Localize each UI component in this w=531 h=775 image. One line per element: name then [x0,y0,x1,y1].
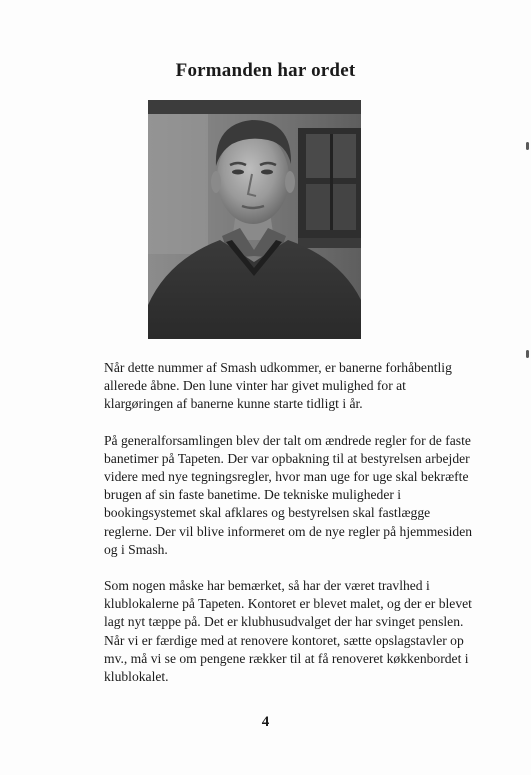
paragraph: På generalforsamlingen blev der talt om ændrede regler for de faste banetimer på Tapeten. Der var opbakning til at bestyrelsen arbejder videre med nye tegningsregler, hvor man uge for uge skal bekræfte brugen af sin faste banetime. De tekniske muligheder i bookingsystemet skal afklares og bestyrelsen skal fastlægge reglerne. Der vil blive informeret om de nye regler på hjemmesiden og i Smash. [104,432,473,557]
scan-mark [526,142,529,150]
article-body [104,359,474,704]
portrait-photo [148,100,361,339]
page-number: 4 [261,714,270,730]
scan-mark [526,350,529,358]
paragraph: Som nogen måske har bemærket, så har der været travlhed i klublokalerne på Tapeten. Kontoret er blevet malet, og der er blevet lagt nyt tæppe på. Det er klubhusudvalget der har svinget penslen. Når vi er færdige med at renovere kontoret, sætte opslagstavler op mv., må vi se om pengene rækker til at få renoveret køkkenbordet i klublokalet. [104,578,472,685]
page-title: Formanden har ordet [175,60,356,81]
paragraph: Når dette nummer af Smash udkommer, er banerne forhåbentlig allerede åbne. Den lune vinter har givet mulighed for at klargøringen af banerne kunne starte tidligt i år. [104,360,452,412]
